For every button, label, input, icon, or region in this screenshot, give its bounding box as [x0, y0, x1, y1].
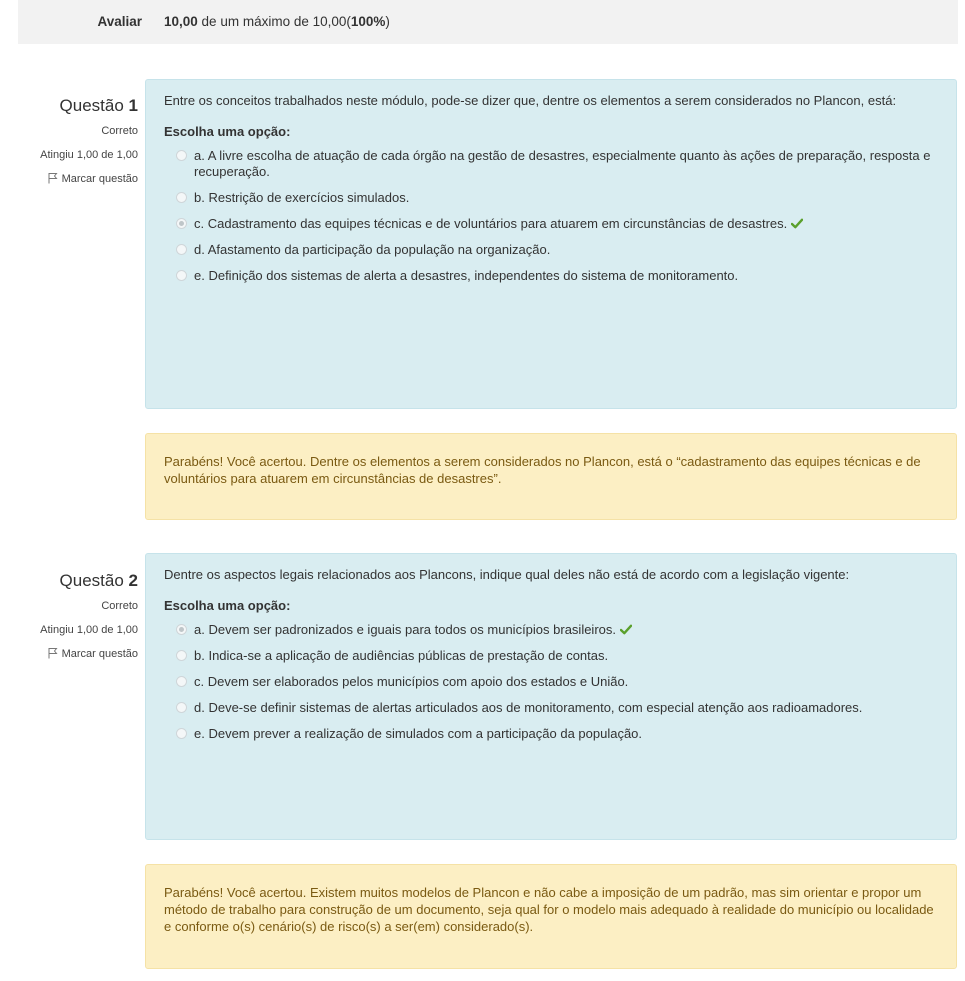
question-2-option-d[interactable]	[164, 700, 938, 716]
question-1-state: Correto	[101, 125, 138, 137]
option-label: a. Devem ser padronizados e iguais para todos os municípios brasileiros.	[194, 622, 616, 637]
question-1-number: 1	[128, 96, 138, 115]
question-1-flag-label: Marcar questão	[61, 173, 138, 185]
grade-value: 10,00	[164, 14, 198, 29]
option-label: b. Restrição de exercícios simulados.	[194, 190, 410, 205]
question-1-content	[145, 79, 957, 409]
option-label: a. A livre escolha de atuação de cada órgão na gestão de desastres, especialmente quanto às ações de preparação, resposta e recuperação.	[194, 148, 931, 179]
question-2-text: Dentre os aspectos legais relacionados aos Plancons, indique qual deles não está de acordo com a legislação vigente:	[164, 567, 850, 582]
question-2-content	[145, 553, 957, 840]
radio-button[interactable]	[176, 650, 187, 661]
question-2-grade: Atingiu 1,00 de 1,00	[40, 624, 138, 636]
question-2-option-c[interactable]	[164, 674, 938, 690]
question-2-option-a[interactable]	[164, 622, 938, 638]
option-label: d. Deve-se definir sistemas de alertas articulados aos de monitoramento, com especial atenção aos radioamadores.	[194, 700, 863, 715]
question-1-option-c[interactable]	[164, 216, 938, 232]
question-1-option-d[interactable]	[164, 242, 938, 258]
check-icon	[791, 218, 803, 229]
option-label: d. Afastamento da participação da população na organização.	[194, 242, 551, 257]
grade-summary-row	[18, 0, 958, 44]
question-2-number: 2	[128, 571, 138, 590]
question-1-title	[0, 95, 138, 117]
grade-close-paren: )	[385, 14, 390, 29]
question-1-grade: Atingiu 1,00 de 1,00	[40, 149, 138, 161]
grade-summary-label: Avaliar	[97, 14, 142, 29]
radio-button[interactable]	[176, 270, 187, 281]
question-1-title-prefix: Questão	[59, 96, 129, 115]
flag-icon	[47, 172, 59, 184]
flag-icon	[47, 647, 59, 659]
question-2-info	[0, 570, 138, 662]
grade-summary-value	[164, 14, 390, 29]
question-1-text: Entre os conceitos trabalhados neste módulo, pode-se dizer que, dentre os elementos a serem considerados no Plancon, está:	[164, 93, 897, 108]
radio-button[interactable]	[176, 192, 187, 203]
radio-button[interactable]	[176, 244, 187, 255]
question-1-option-e[interactable]	[164, 268, 938, 284]
question-2-feedback-text: Parabéns! Você acertou. Existem muitos modelos de Plancon e não cabe a imposição de um padrão, mas sim orientar e propor um método de trabalho para construção de um documento, seja qual for o modelo mais adequado à realidade do município ou localidade e conforme o(s) cenário(s) de risco(s) a ser(em) considerado(s).	[164, 885, 934, 934]
radio-button[interactable]	[176, 150, 187, 161]
question-1-option-b[interactable]	[164, 190, 938, 206]
radio-button-selected[interactable]	[176, 624, 187, 635]
question-2-state: Correto	[101, 600, 138, 612]
radio-button[interactable]	[176, 728, 187, 739]
question-1-option-a[interactable]	[164, 148, 938, 180]
question-2-title	[0, 570, 138, 592]
question-2-feedback	[145, 864, 957, 969]
question-1-feedback-text: Parabéns! Você acertou. Dentre os elementos a serem considerados no Plancon, está o “cadastramento das equipes técnicas e de voluntários para atuarem em circunstâncias de desastres”.	[164, 454, 921, 486]
question-2-flag-link[interactable]	[0, 646, 138, 662]
radio-button[interactable]	[176, 702, 187, 713]
radio-button-selected[interactable]	[176, 218, 187, 229]
grade-max-text: de um máximo de 10,00(	[197, 14, 351, 29]
question-2-title-prefix: Questão	[59, 571, 129, 590]
question-2-flag-label: Marcar questão	[61, 648, 138, 660]
question-2-option-e[interactable]	[164, 726, 938, 742]
option-label: c. Devem ser elaborados pelos municípios com apoio dos estados e União.	[194, 674, 629, 689]
grade-percent: 100%	[350, 14, 386, 29]
check-icon	[620, 624, 632, 635]
option-label: b. Indica-se a aplicação de audiências públicas de prestação de contas.	[194, 648, 609, 663]
option-label: e. Devem prever a realização de simulados com a participação da população.	[194, 726, 643, 741]
radio-button[interactable]	[176, 676, 187, 687]
question-2-option-b[interactable]	[164, 648, 938, 664]
question-1-prompt: Escolha uma opção:	[164, 124, 291, 139]
question-2-prompt: Escolha uma opção:	[164, 598, 291, 613]
question-1-flag-link[interactable]	[0, 171, 138, 187]
question-1-info	[0, 95, 138, 187]
question-1-feedback	[145, 433, 957, 520]
option-label: c. Cadastramento das equipes técnicas e de voluntários para atuarem em circunstâncias de desastres.	[194, 216, 788, 231]
option-label: e. Definição dos sistemas de alerta a desastres, independentes do sistema de monitoramento.	[194, 268, 739, 283]
